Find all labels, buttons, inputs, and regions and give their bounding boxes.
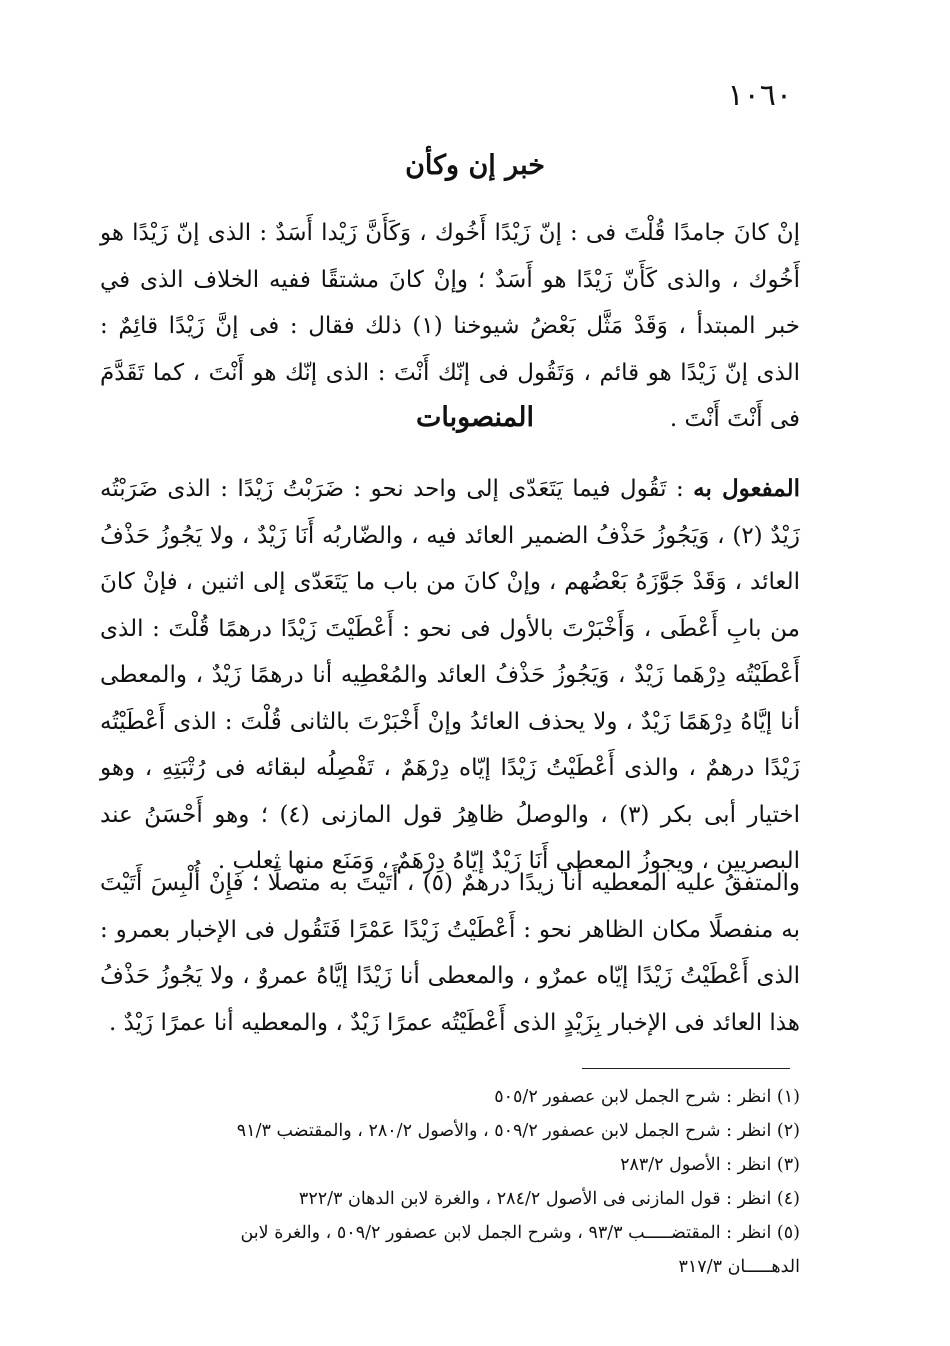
- footnote-3: (٣) انظر : الأصول ٢٨٣/٢: [620, 1155, 800, 1175]
- paragraph-muttafaq: والمتفقُ عليه المعطيه أنا زيدًا درهمٌ (٥) ، أَتَيْتَ به متصلًا ؛ فَإِنْ أُلْبِسَ أَتَيْتَ به منفصلًا مكان الظاهر نحو : أَعْطَيْتُ زَيْدًا عَمْرًا فَتَقُول فى الإخبار بعمرو : الذى أَعْطَيْتُ زَيْدًا إيّاه عمرٌو ، والمعطى أنا زَيْدًا إيَّاهُ عمروٌ ، ولا يَجُوزُ حَذْفُ هذا العائد فى الإخبار بِزَيْدٍ الذى أَعْطَيْتُه عمرًا زَيْدٌ ، والمعطيه أنا عمرًا زَيْدٌ .: [100, 870, 800, 1036]
- paragraph-body: : تَقُول فيما يَتَعَدّى إلى واحد نحو : ضَرَبْتُ زَيْدًا : الذى ضَرَبْتُه زَيْدٌ (٢) ، وَيَجُوزُ حَذْفُ الضمير العائد فيه ، والضّاربُه أَنَا زَيْدٌ ، ولا يَجُوزُ حَذْفُ العائد ، وَقَدْ جَوَّزَهُ بَعْضُهم ، وإنْ كانَ من باب ما يَتَعَدّى إلى اثنين ، فإنْ كانَ من بابِ أَعْطَى ، وَأَخْبَرْتَ بالأول فى نحو : أَعْطَيْتَ زَيْدًا درهمًا قُلْتَ : الذى أَعْطَيْتُه دِرْهَما زَيْدٌ ، وَيَجُوزُ حَذْفُ العائد والمُعْطِيه أنا درهمًا زَيْدٌ ، والمعطى أنا إيَّاهُ دِرْهَمًا زَيْدٌ ، ولا يحذف العائدُ وإنْ أَخْبَرْتَ بالثانى قُلْتَ : الذى أَعْطَيْتُه زَيْدًا درهمٌ ، والذى أَعْطَيْتُ زَيْدًا إيّاه دِرْهَمٌ ، تَفْصِلُه لبقائه فى رُتْبَتِهِ ، وهو اختيار أبى بكر (٣) ، والوصلُ ظاهِرُ قول المازنى (٤) ؛ وهو أَحْسَنُ عند البصريين ، ويجوزُ المعطي أَنَا زَيْدٌ إيّاهُ دِرْهَمٌ ، وَمَنَع منها ثعلب .: [100, 476, 800, 874]
- footnote-divider: [582, 1068, 790, 1069]
- footnote-5: (٥) انظر : المقتضـــــب ٩٣/٣ ، وشرح الجمل لابن عصفور ٥٠٩/٢ ، والغرة لابن: [240, 1223, 800, 1243]
- footnote-5-continued: الدهـــــان ٣١٧/٣: [678, 1257, 800, 1277]
- footnote-1: (١) انظر : شرح الجمل لابن عصفور ٥٠٥/٢: [494, 1087, 800, 1107]
- footnotes: [100, 1080, 800, 1284]
- page-number: ١٠٦٠: [727, 78, 792, 113]
- paragraph-khabar-inna: إنْ كانَ جامدًا قُلْتَ فى : إنّ زَيْدًا أَخُوك ، وَكَأَنَّ زَيْدا أَسَدٌ : الذى إنّ زَيْدًا هو أَخُوك ، والذى كَأَنّ زَيْدًا هو أَسَدٌ ؛ وإنْ كانَ مشتقًا ففيه الخلاف الذى في خبر المبتدأ ، وَقَدْ مَثَّل بَعْضُ شيوخنا (١) ذلك فقال : فى إنَّ زَيْدًا قائِمٌ : الذى إنّ زَيْدًا هو قائم ، وَتَقُول فى إنّك أَنْتَ : الذى إنّك هو أَنْتَ ، كما تَقَدَّمَ فى أَنْتَ أَنْتَ .: [100, 220, 800, 432]
- footnote-4: (٤) انظر : قول المازنى فى الأصول ٢٨٤/٢ ، والغرة لابن الدهان ٣٢٢/٣: [298, 1189, 800, 1209]
- section-heading-khabar-inna: خبر إن وكأن: [405, 150, 545, 181]
- section-heading-mansubat: المنصوبات: [415, 402, 534, 433]
- paragraph-lead-term: المفعول به: [693, 475, 800, 502]
- footnote-2: (٢) انظر : شرح الجمل لابن عصفور ٥٠٩/٢ ، والأصول ٢٨٠/٢ ، والمقتضب ٩١/٣: [236, 1121, 800, 1141]
- paragraph-maful-bihi: [100, 466, 800, 885]
